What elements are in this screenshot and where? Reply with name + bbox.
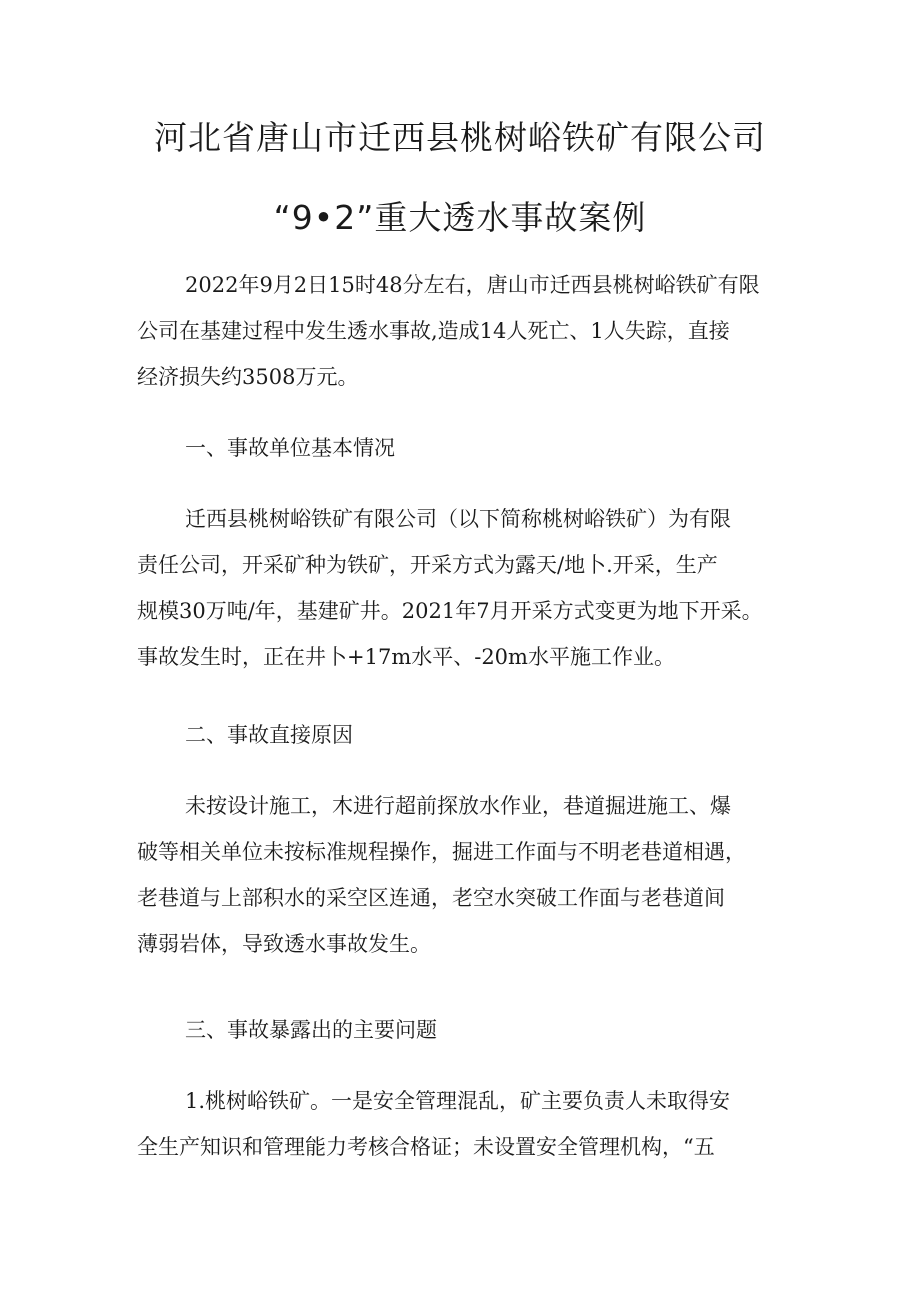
section2-heading-block (137, 712, 817, 758)
section1-heading-block (137, 425, 817, 471)
paragraph-line: 公司在基建过程中发生透水事故,造成14人死亡、1人失踪，直接 (137, 319, 730, 343)
paragraph-line: 迁西县桃树峪铁矿有限公司（以下简称桃树峪铁矿）为有限 (185, 507, 731, 531)
paragraph-line: 2022年9月2日15时48分左右，唐山市迁西县桃树峪铁矿有限 (185, 273, 760, 297)
paragraph-line: 事故发生时，正在井卜+17m水平、-20m水平施工作业。 (137, 645, 675, 669)
document-title-line2: “9•2”重大透水事故案例 (273, 198, 647, 237)
section2-paragraph (137, 783, 817, 967)
paragraph-line: 老巷道与上部积水的采空区连通，老空水突破工作面与老巷道间 (137, 886, 725, 910)
paragraph-line: 薄弱岩体，导致透水事故发生。 (137, 932, 431, 956)
paragraph-line: 破等相关单位未按标准规程操作，掘进工作面与不明老巷道相遇， (137, 840, 746, 864)
paragraph-line: 责任公司，开采矿种为铁矿，开采方式为露天/地卜.开采，生产 (137, 553, 718, 577)
document-title-line1: 河北省唐山市迁西县桃树峪铁矿有限公司 (154, 118, 766, 157)
paragraph-line: 1.桃树峪铁矿。一是安全管理混乱，矿主要负责人未取得安 (185, 1089, 731, 1113)
section3-heading-block (137, 1007, 817, 1053)
paragraph-line: 规模30万吨/年，基建矿井。2021年7月开采方式变更为地下开采。 (137, 599, 763, 623)
paragraph-line: 全生产知识和管理能力考核合格证；未设置安全管理机构，“五 (137, 1135, 715, 1159)
paragraph-line: 经济损失约3508万元。 (137, 365, 359, 389)
section1-heading: 一、事故单位基本情况 (185, 436, 395, 460)
section2-heading: 二、事故直接原因 (185, 723, 353, 747)
intro-paragraph (137, 262, 817, 400)
paragraph-line: 未按设计施工，木进行超前探放水作业，巷道掘进施工、爆 (185, 794, 731, 818)
section1-paragraph (137, 496, 817, 680)
section3-heading: 三、事故暴露出的主要问题 (185, 1018, 437, 1042)
section3-paragraph (137, 1078, 817, 1170)
